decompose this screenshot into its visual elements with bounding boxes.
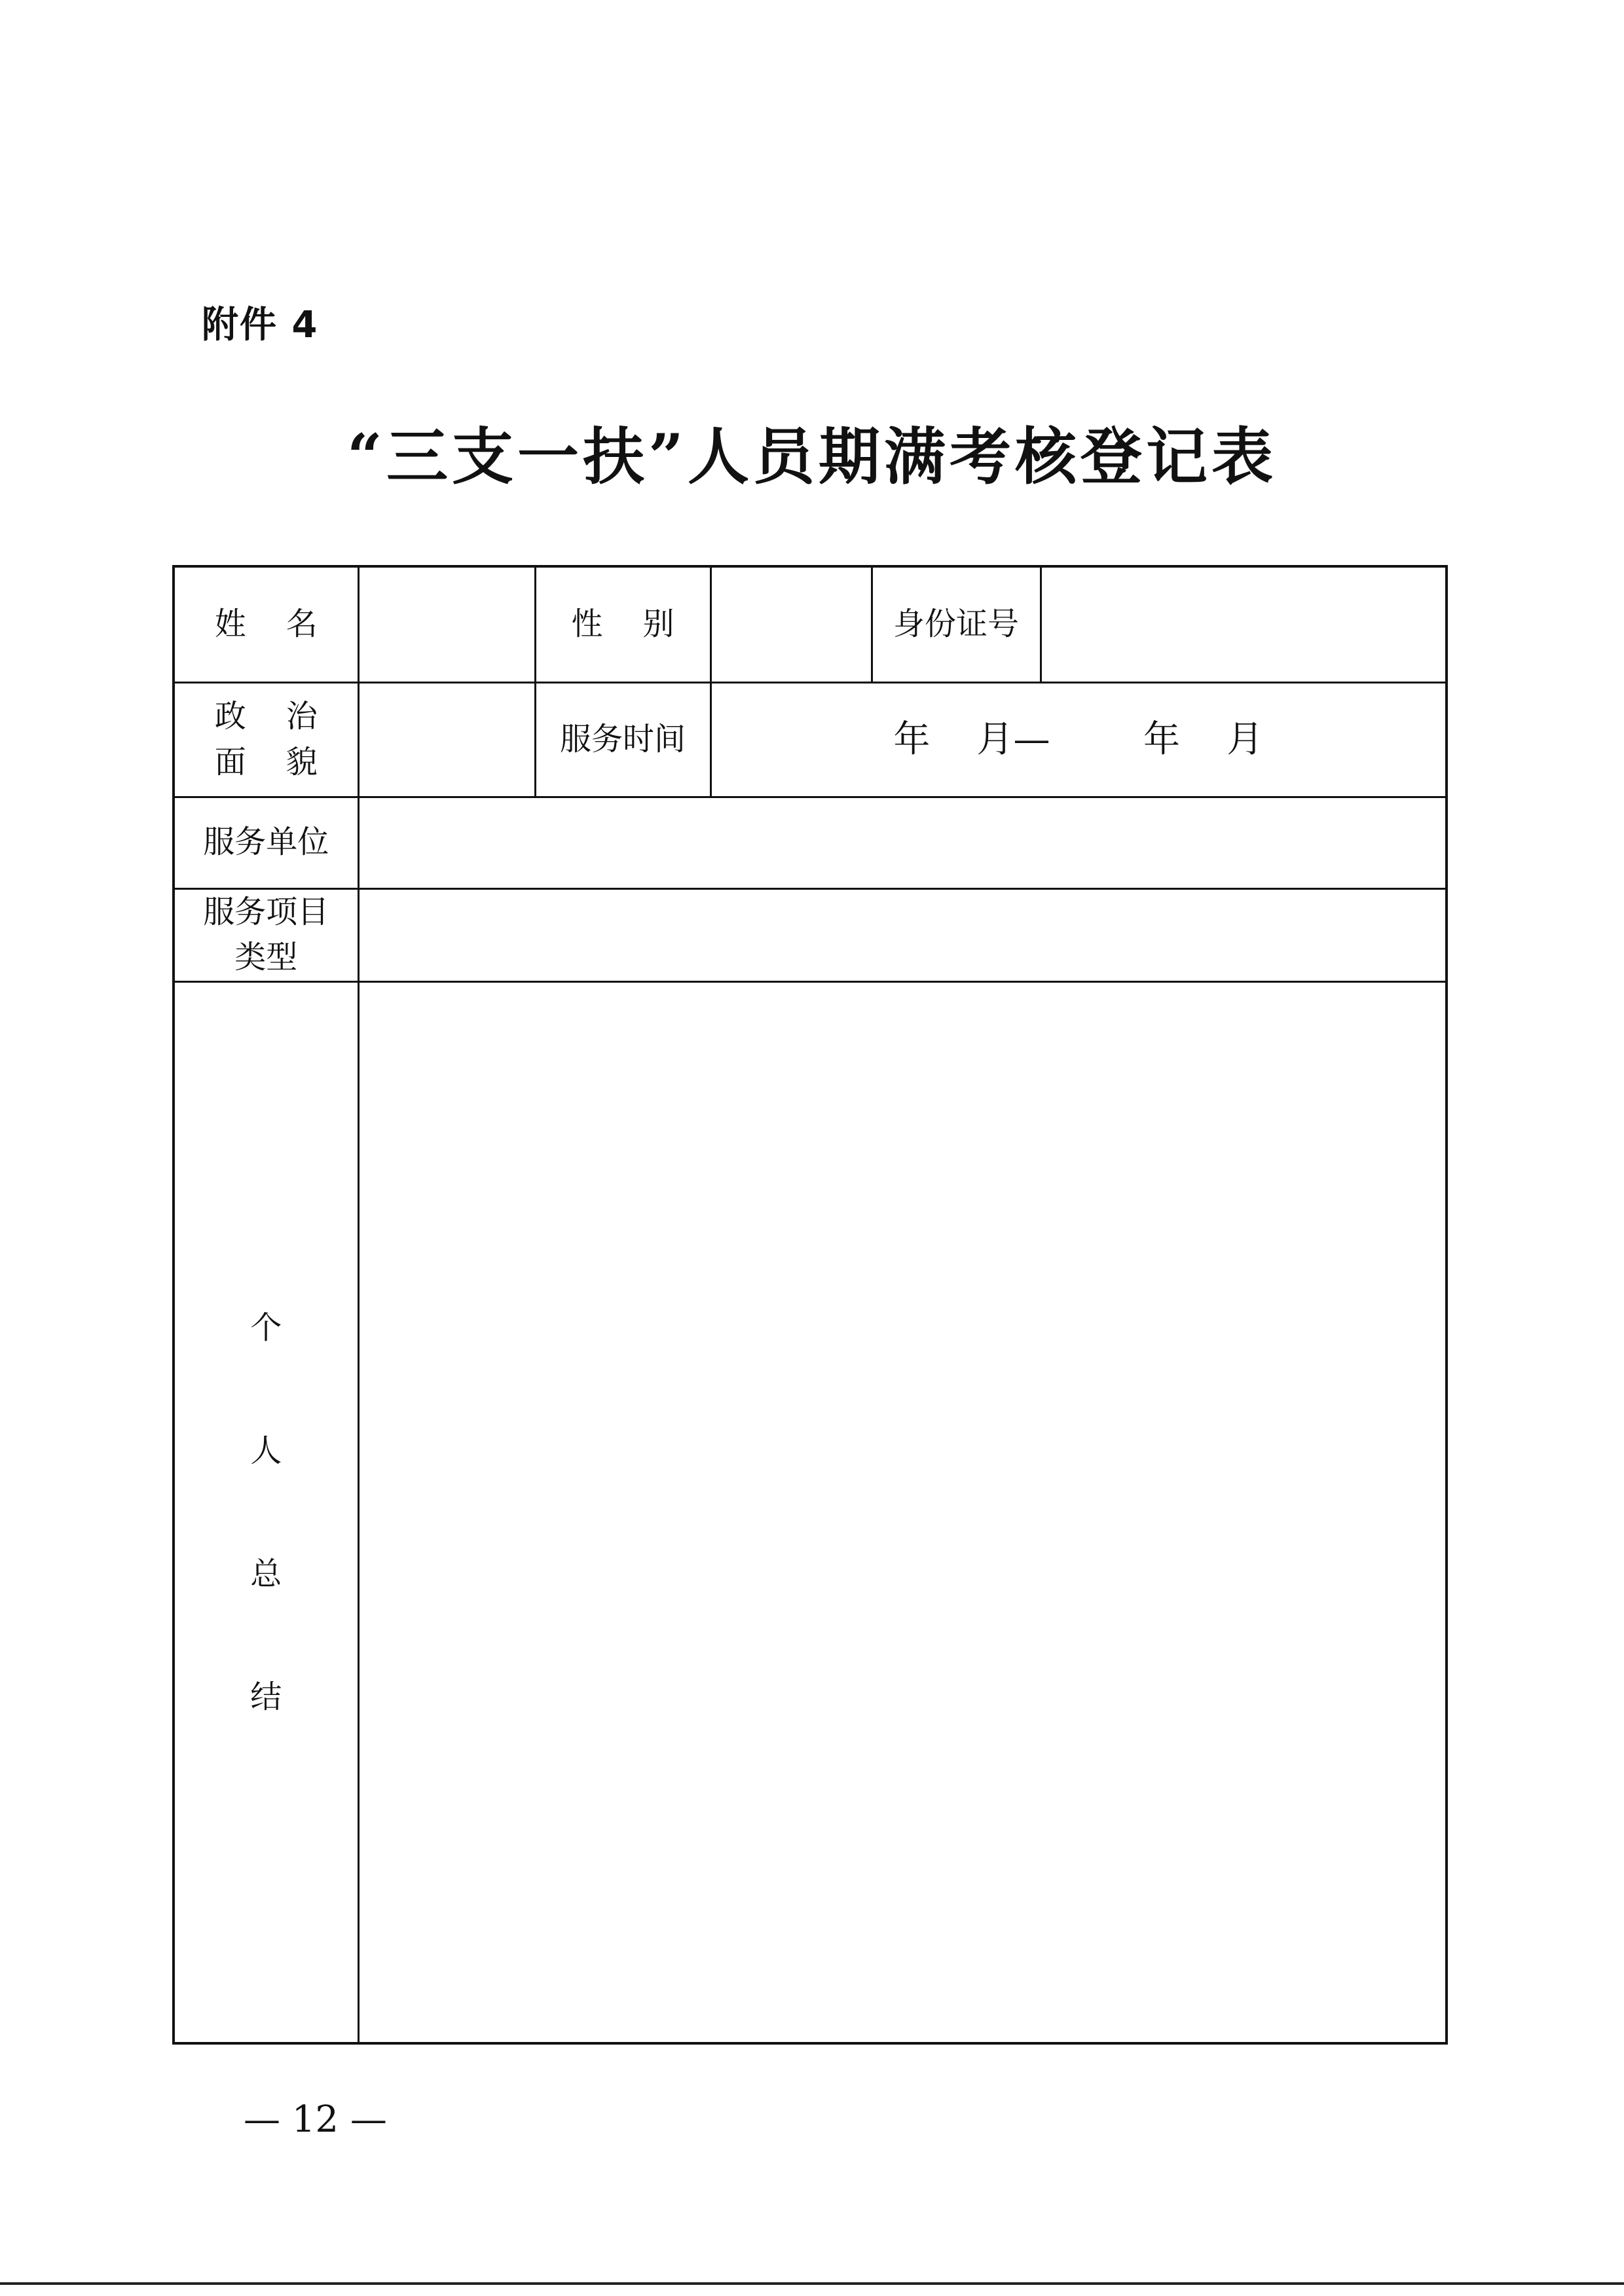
service-time-label-cell bbox=[535, 682, 710, 797]
bottom-rule bbox=[0, 2282, 1624, 2285]
gender-label: 性 别 bbox=[571, 605, 674, 642]
summary-char-4: 结 bbox=[250, 1678, 282, 1715]
form-row-political-time bbox=[174, 682, 1447, 797]
form-row-service-unit bbox=[174, 797, 1447, 888]
summary-char-3: 总 bbox=[250, 1555, 282, 1592]
political-status-value-cell[interactable] bbox=[358, 682, 535, 797]
project-type-label-cell bbox=[174, 888, 358, 981]
id-number-label-cell bbox=[872, 566, 1041, 682]
name-label-cell bbox=[174, 566, 358, 682]
project-type-value-cell[interactable] bbox=[358, 888, 1447, 981]
summary-char-2: 人 bbox=[250, 1432, 282, 1469]
personal-summary-label bbox=[175, 983, 358, 2042]
service-unit-label: 服务单位 bbox=[203, 824, 329, 861]
id-number-label: 身份证号 bbox=[893, 605, 1019, 642]
service-unit-value-cell[interactable] bbox=[358, 797, 1447, 888]
political-status-label-cell bbox=[174, 682, 358, 797]
service-unit-label-cell bbox=[174, 797, 358, 888]
id-number-value-cell[interactable] bbox=[1041, 566, 1447, 682]
name-value-cell[interactable] bbox=[358, 566, 535, 682]
attachment-label: 附件 4 bbox=[202, 304, 319, 346]
gender-label-cell bbox=[535, 566, 710, 682]
political-status-label-line1: 政 治 bbox=[214, 697, 318, 735]
personal-summary-value-cell[interactable] bbox=[358, 981, 1447, 2043]
page-number: — 12 — bbox=[244, 2098, 387, 2141]
form-row-project-type bbox=[174, 888, 1447, 981]
personal-summary-label-cell bbox=[174, 981, 358, 2043]
document-title: “三支一扶”人员期满考核登记表 bbox=[346, 421, 1278, 493]
form-row-basic-info bbox=[174, 566, 1447, 682]
service-time-value-cell[interactable] bbox=[710, 682, 1447, 797]
service-time-label: 服务时间 bbox=[559, 720, 686, 757]
project-type-label-line1: 服务项目 bbox=[203, 893, 329, 930]
political-status-label-line2: 面 貌 bbox=[214, 743, 318, 780]
service-time-value: 年 月— 年 月 bbox=[893, 718, 1264, 761]
project-type-label-line2: 类型 bbox=[234, 939, 298, 976]
summary-char-1: 个 bbox=[250, 1309, 282, 1346]
gender-value-cell[interactable] bbox=[710, 566, 872, 682]
form-row-personal-summary bbox=[174, 981, 1447, 2043]
registration-form-table bbox=[172, 565, 1448, 2045]
name-label: 姓 名 bbox=[214, 605, 318, 642]
